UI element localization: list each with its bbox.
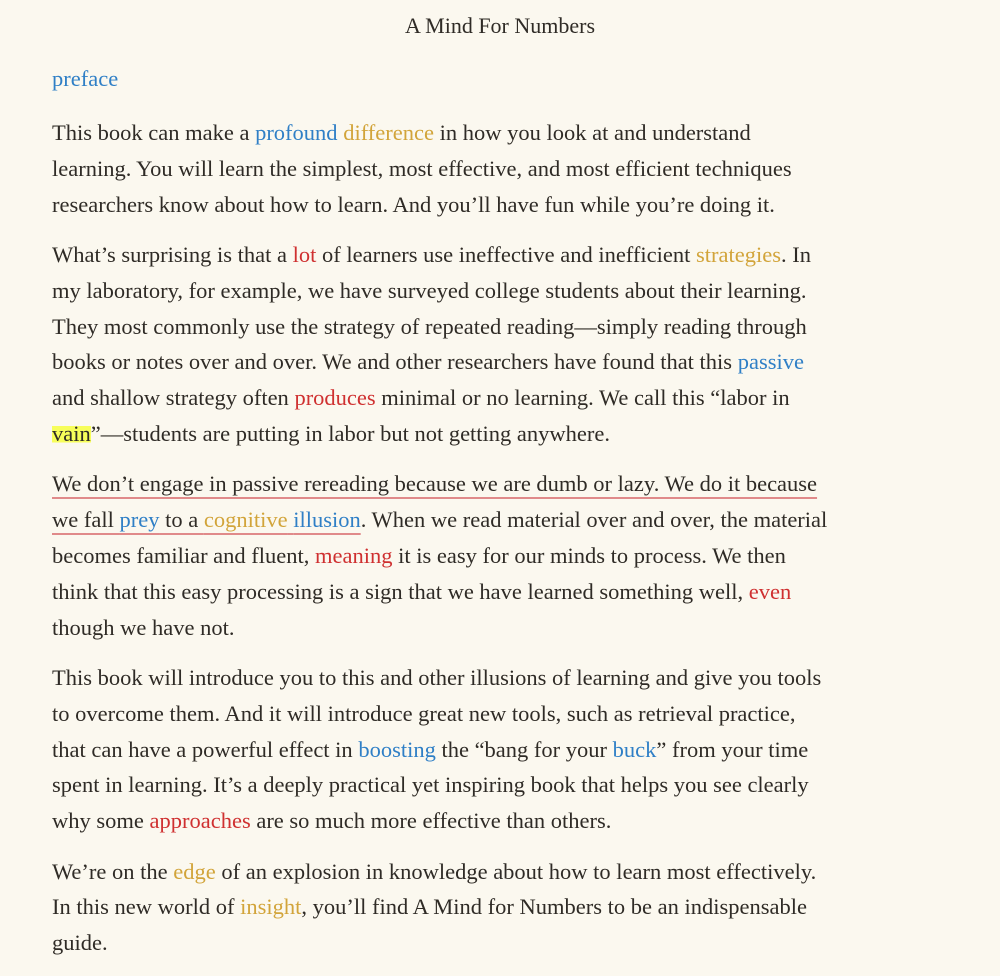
text-segment: researchers know about how to learn. And you’ll have fun while you’re doing it. <box>52 191 775 217</box>
text-line <box>52 466 952 502</box>
underlined-text: prey <box>119 507 160 533</box>
text-segment: the “bang for your <box>435 736 613 762</box>
text-segment: learning. You will learn the simplest, most effective, and most efficient techniques <box>52 155 792 181</box>
text-line <box>52 574 952 610</box>
text-segment: in how you look at and understand <box>433 120 751 145</box>
colored-word: insight <box>240 894 302 920</box>
text-segment: , you’ll find A Mind for Numbers to be an indispensable <box>301 894 807 920</box>
text-segment: though we have not. <box>52 614 235 640</box>
colored-word: edge <box>173 858 216 884</box>
paragraph <box>52 660 952 839</box>
book-title: A Mind For Numbers <box>404 13 596 38</box>
text-line <box>52 803 952 839</box>
colored-word: meaning <box>315 542 393 568</box>
reader-content <box>52 64 952 976</box>
text-segment: of an explosion in knowledge about how to learn most effectively. <box>215 858 817 884</box>
paragraph <box>52 854 952 961</box>
text-line <box>52 854 952 890</box>
text-line <box>52 889 952 925</box>
text-line <box>52 610 952 646</box>
text-line <box>52 416 952 452</box>
text-line <box>52 732 952 768</box>
text-line <box>52 925 952 961</box>
text-segment: ” from your time <box>656 736 809 762</box>
text-segment: minimal or no learning. We call this “labor in <box>375 385 790 411</box>
text-line <box>52 115 952 151</box>
colored-word: boosting <box>358 736 436 762</box>
text-line <box>52 151 952 187</box>
colored-word: approaches <box>149 808 251 834</box>
text-line <box>52 538 952 574</box>
text-segment: becomes familiar and fluent, <box>52 542 316 568</box>
underlined-text: we fall <box>52 507 120 533</box>
text-segment: They most commonly use the strategy of repeated reading—simply reading through <box>52 313 807 339</box>
underlined-text: We don’t engage in passive rereading because we are dumb or lazy. We do it because <box>52 471 818 497</box>
paragraph <box>52 237 952 452</box>
colored-word: passive <box>737 349 804 375</box>
text-segment: are so much more effective than others. <box>250 808 612 834</box>
text-segment: ”—students are putting in labor but not getting anywhere. <box>90 420 611 446</box>
text-segment: why some <box>52 808 150 834</box>
text-segment: think that this easy processing is a sign that we have learned something well, <box>52 578 749 604</box>
underlined-text: cognitive <box>203 507 288 533</box>
text-segment: of learners use ineffective and inefficient <box>316 241 696 267</box>
paragraph <box>52 466 952 645</box>
text-line <box>52 273 952 309</box>
text-line <box>52 309 952 345</box>
text-segment: . When we read material over and over, the material <box>360 507 828 533</box>
text-line <box>52 237 952 273</box>
underlined-text: illusion <box>293 507 361 533</box>
text-segment: books or notes over and over. We and other researchers have found that this <box>52 349 738 375</box>
colored-word: buck <box>612 736 657 762</box>
text-segment: that can have a powerful effect in <box>52 736 359 762</box>
section-label: preface <box>52 66 119 91</box>
text-segment: spent in learning. It’s a deeply practical yet inspiring book that helps you see clearly <box>52 772 809 798</box>
text-line <box>52 660 952 696</box>
colored-word: strategies <box>695 241 781 267</box>
text-line <box>52 696 952 732</box>
colored-word: lot <box>292 241 317 267</box>
paragraph <box>52 115 952 222</box>
text-line <box>52 767 952 803</box>
underlined-text: to a <box>159 507 204 533</box>
highlighted-word: vain <box>52 420 91 446</box>
text-segment: In this new world of <box>52 894 241 920</box>
text-segment: . In <box>780 241 811 267</box>
text-segment: guide. <box>52 930 108 956</box>
text-line <box>52 344 952 380</box>
text-segment: it is easy for our minds to process. We then <box>392 542 786 568</box>
colored-word: produces <box>294 385 376 411</box>
text-segment: This book can make a <box>52 120 256 145</box>
text-line <box>52 502 952 538</box>
text-segment: This book will introduce you to this and other illusions of learning and give you tools <box>52 664 822 690</box>
text-segment: my laboratory, for example, we have surveyed college students about their learning. <box>52 277 807 303</box>
text-segment: We’re on the <box>52 858 174 884</box>
text-segment: and shallow strategy often <box>52 385 295 411</box>
text-segment: What’s surprising is that a <box>52 241 293 267</box>
colored-word: even <box>748 578 792 604</box>
text-line <box>52 380 952 416</box>
colored-word: profound <box>255 120 338 145</box>
paragraph-list <box>52 115 952 961</box>
text-line <box>52 187 952 223</box>
text-segment: to overcome them. And it will introduce great new tools, such as retrieval practice, <box>52 700 796 726</box>
colored-word: difference <box>343 120 434 145</box>
